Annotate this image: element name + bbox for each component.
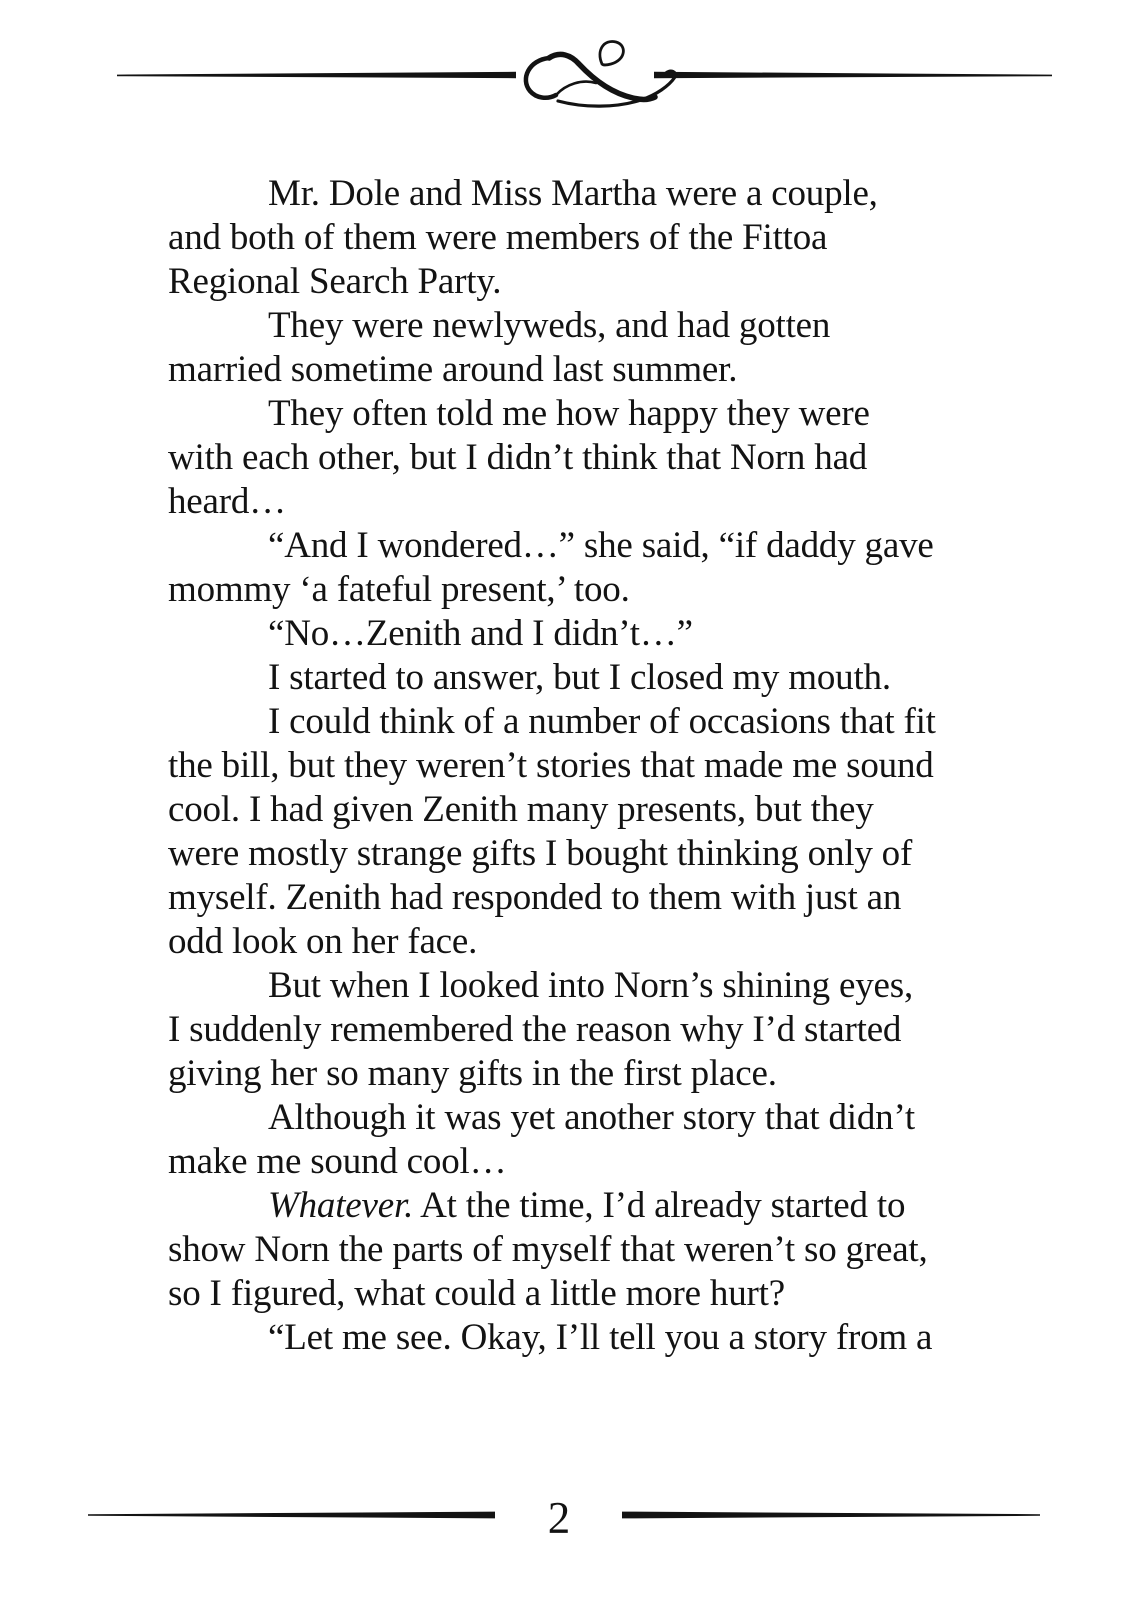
text-line: I started to answer, but I closed my mouth.: [268, 657, 891, 698]
text-line: show Norn the parts of myself that weren’t so great,: [168, 1229, 928, 1270]
text-line: I suddenly remembered the reason why I’d started: [168, 1009, 902, 1050]
paragraph: [168, 964, 1008, 1096]
text-line: Although it was yet another story that didn’t: [268, 1097, 915, 1138]
text-line: make me sound cool…: [168, 1141, 507, 1182]
text-line: married sometime around last summer.: [168, 349, 738, 390]
text-line: so I figured, what could a little more hurt?: [168, 1273, 785, 1314]
text-line: cool. I had given Zenith many presents, but they: [168, 789, 874, 830]
text-line: and both of them were members of the Fittoa: [168, 217, 828, 258]
text-line: Mr. Dole and Miss Martha were a couple,: [268, 173, 878, 214]
paragraph: [168, 1316, 1008, 1360]
paragraph: [168, 612, 1008, 656]
paragraph: [168, 656, 1008, 700]
text-line: the bill, but they weren’t stories that made me sound: [168, 745, 934, 786]
text-line: odd look on her face.: [168, 921, 478, 962]
text-line: Regional Search Party.: [168, 261, 502, 302]
text-line: I could think of a number of occasions that fit: [268, 701, 936, 742]
text-line: heard…: [168, 481, 286, 522]
text-segment: At the time, I’d already started to: [413, 1185, 906, 1226]
text-line: But when I looked into Norn’s shining eyes,: [268, 965, 914, 1006]
paragraph: [168, 1184, 1008, 1316]
paragraph: [168, 392, 1008, 524]
text-line: “And I wondered…” she said, “if daddy gave: [268, 525, 934, 566]
italic-text: Whatever.: [268, 1185, 414, 1226]
paragraph: [168, 172, 1008, 304]
header-divider: [0, 0, 1122, 160]
swirl-ornament-icon: [526, 42, 676, 107]
paragraph: [168, 524, 1008, 612]
text-line: [168, 1184, 1008, 1228]
page-text: [168, 172, 1008, 1360]
text-line: mommy ‘a fateful present,’ too.: [168, 569, 630, 610]
text-line: They were newlyweds, and had gotten: [268, 305, 831, 346]
text-line: “Let me see. Okay, I’ll tell you a story from a: [268, 1317, 933, 1358]
text-line: giving her so many gifts in the first place.: [168, 1053, 777, 1094]
text-line: “No…Zenith and I didn’t…”: [268, 613, 693, 654]
page-number: 2: [547, 1493, 571, 1543]
text-line: were mostly strange gifts I bought thinking only of: [168, 833, 913, 874]
header-rule-right: [654, 72, 1052, 78]
paragraph: [168, 1096, 1008, 1184]
paragraph: [168, 700, 1008, 964]
text-line: with each other, but I didn’t think that Norn had: [168, 437, 868, 478]
paragraph: [168, 304, 1008, 392]
text-line: myself. Zenith had responded to them with just an: [168, 877, 902, 918]
header-rule-left: [117, 72, 516, 78]
text-line: They often told me how happy they were: [268, 393, 870, 434]
